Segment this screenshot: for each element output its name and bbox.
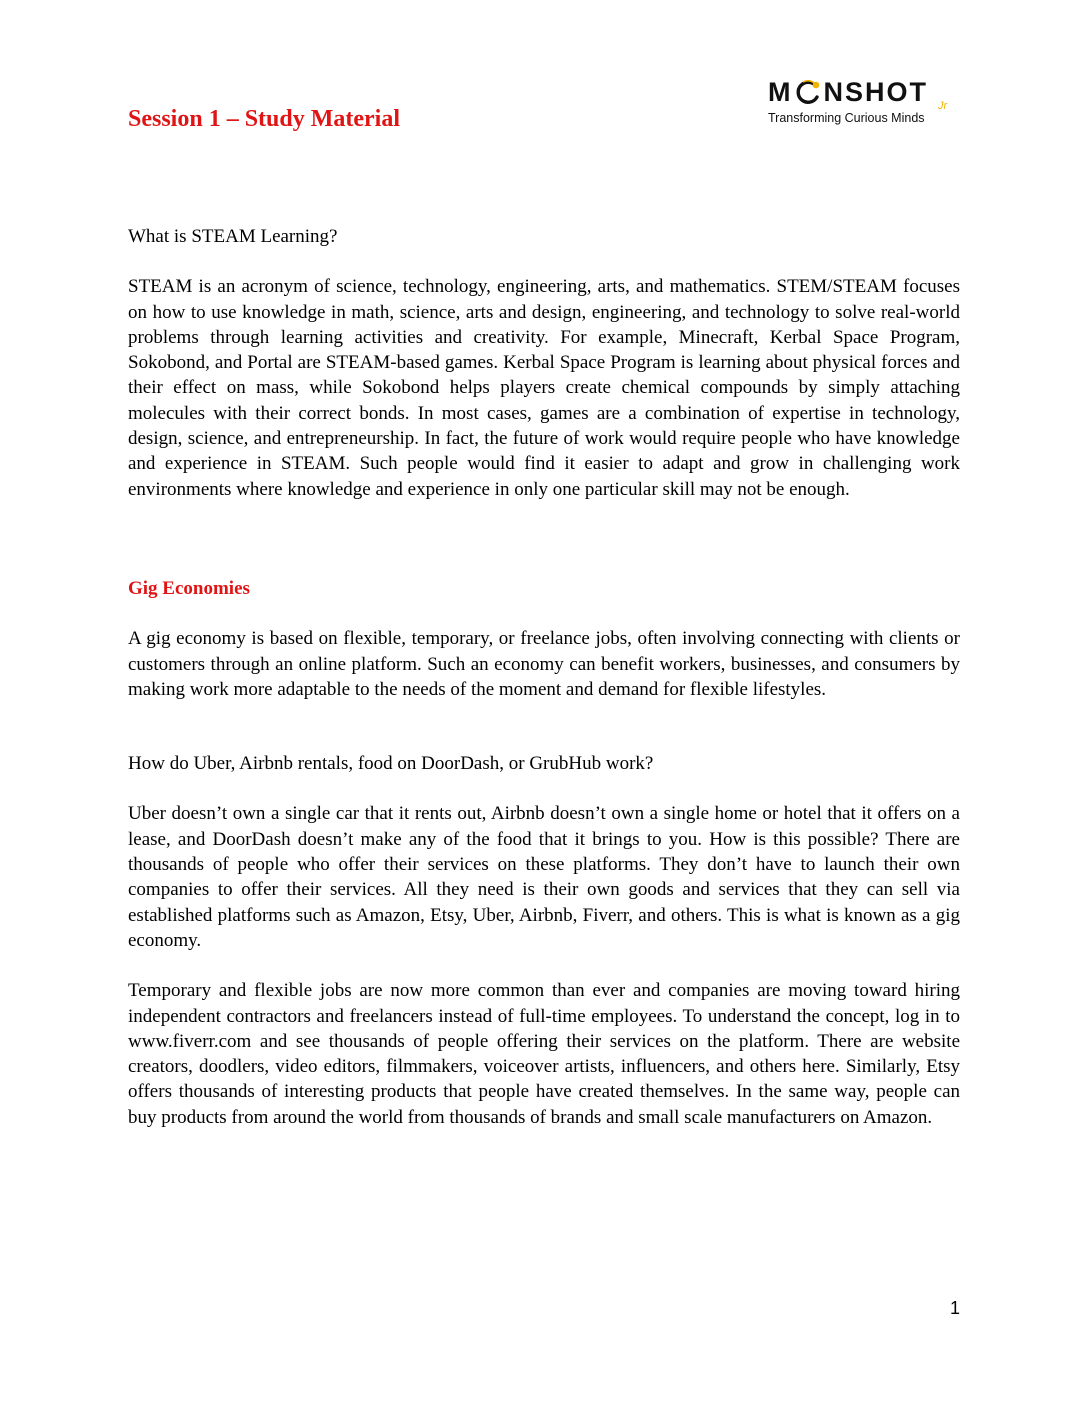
steam-paragraph: STEAM is an acronym of science, technology, engineering, arts, and mathematics. STEM/STEAM focuses on how to use knowledge in math, science, arts and design, engineering, and technology to solve real-world problems through learning activities and creativity. For example, Minecraft, Kerbal Space Program, Sokobond, and Portal are STEAM-based games. Kerbal Space Program is learning about physical forces and their effect on mass, while Sokobond helps players create chemical compounds by simply attaching molecules with their correct bonds. In most cases, games are a combination of expertise in technology, design, science, and entrepreneurship. In fact, the future of work would require people who have knowledge and experience in STEAM. Such people would find it easier to adapt and grow in challenging work environments where knowledge and experience in only one particular skill may not be enough. (128, 276, 960, 500)
moon-icon (795, 79, 821, 105)
logo-text-nshot: NSHOT (823, 76, 928, 107)
moonshot-jr-logo (768, 66, 960, 130)
gig-economy-paragraph: A gig economy is based on flexible, temporary, or freelance jobs, often involving connecting with clients or customers through an online platform. Such an economy can benefit workers, businesses, and consumers by making work more adaptable to the needs of the moment and demand for flexible lifestyles. (128, 628, 960, 700)
uber-paragraph: Uber doesn’t own a single car that it rents out, Airbnb doesn’t own a single home or hotel that it offers on a lease, and DoorDash doesn’t make any of the food that it brings to you. How is this possible? There are thousands of people who offer their services on these platforms. They don’t have to launch their own companies to offer their services. All they need is their own goods and services that they can sell via established platforms such as Amazon, Etsy, Uber, Airbnb, Fiverr, and others. This is what is known as a gig economy. (128, 803, 960, 951)
logo-tagline: Transforming Curious Minds (768, 111, 925, 125)
gig-economies-heading: Gig Economies (128, 577, 250, 599)
logo-text-m: M (768, 76, 793, 107)
page-number: 1 (949, 1298, 960, 1318)
logo-jr-suffix: Jr (938, 100, 948, 112)
steam-question: What is STEAM Learning? (128, 226, 338, 247)
document-body (128, 224, 960, 1130)
uber-question: How do Uber, Airbnb rentals, food on DoorDash, or GrubHub work? (128, 753, 654, 775)
temporary-jobs-paragraph: Temporary and flexible jobs are now more common than ever and companies are moving toward hiring independent contractors and freelancers instead of full-time employees. To understand the concept, log in to www.fiverr.com and see thousands of people offering their services on the platform. There are website creators, doodlers, video editors, filmmakers, voiceover artists, influencers, and others here. Similarly, Etsy offers thousands of interesting products that people have created themselves. In the same way, people can buy products from around the world from thousands of brands and small scale manufacturers on Amazon. (128, 980, 960, 1128)
page-title: Session 1 – Study Material (128, 106, 401, 132)
logo-wordmark (768, 76, 928, 108)
